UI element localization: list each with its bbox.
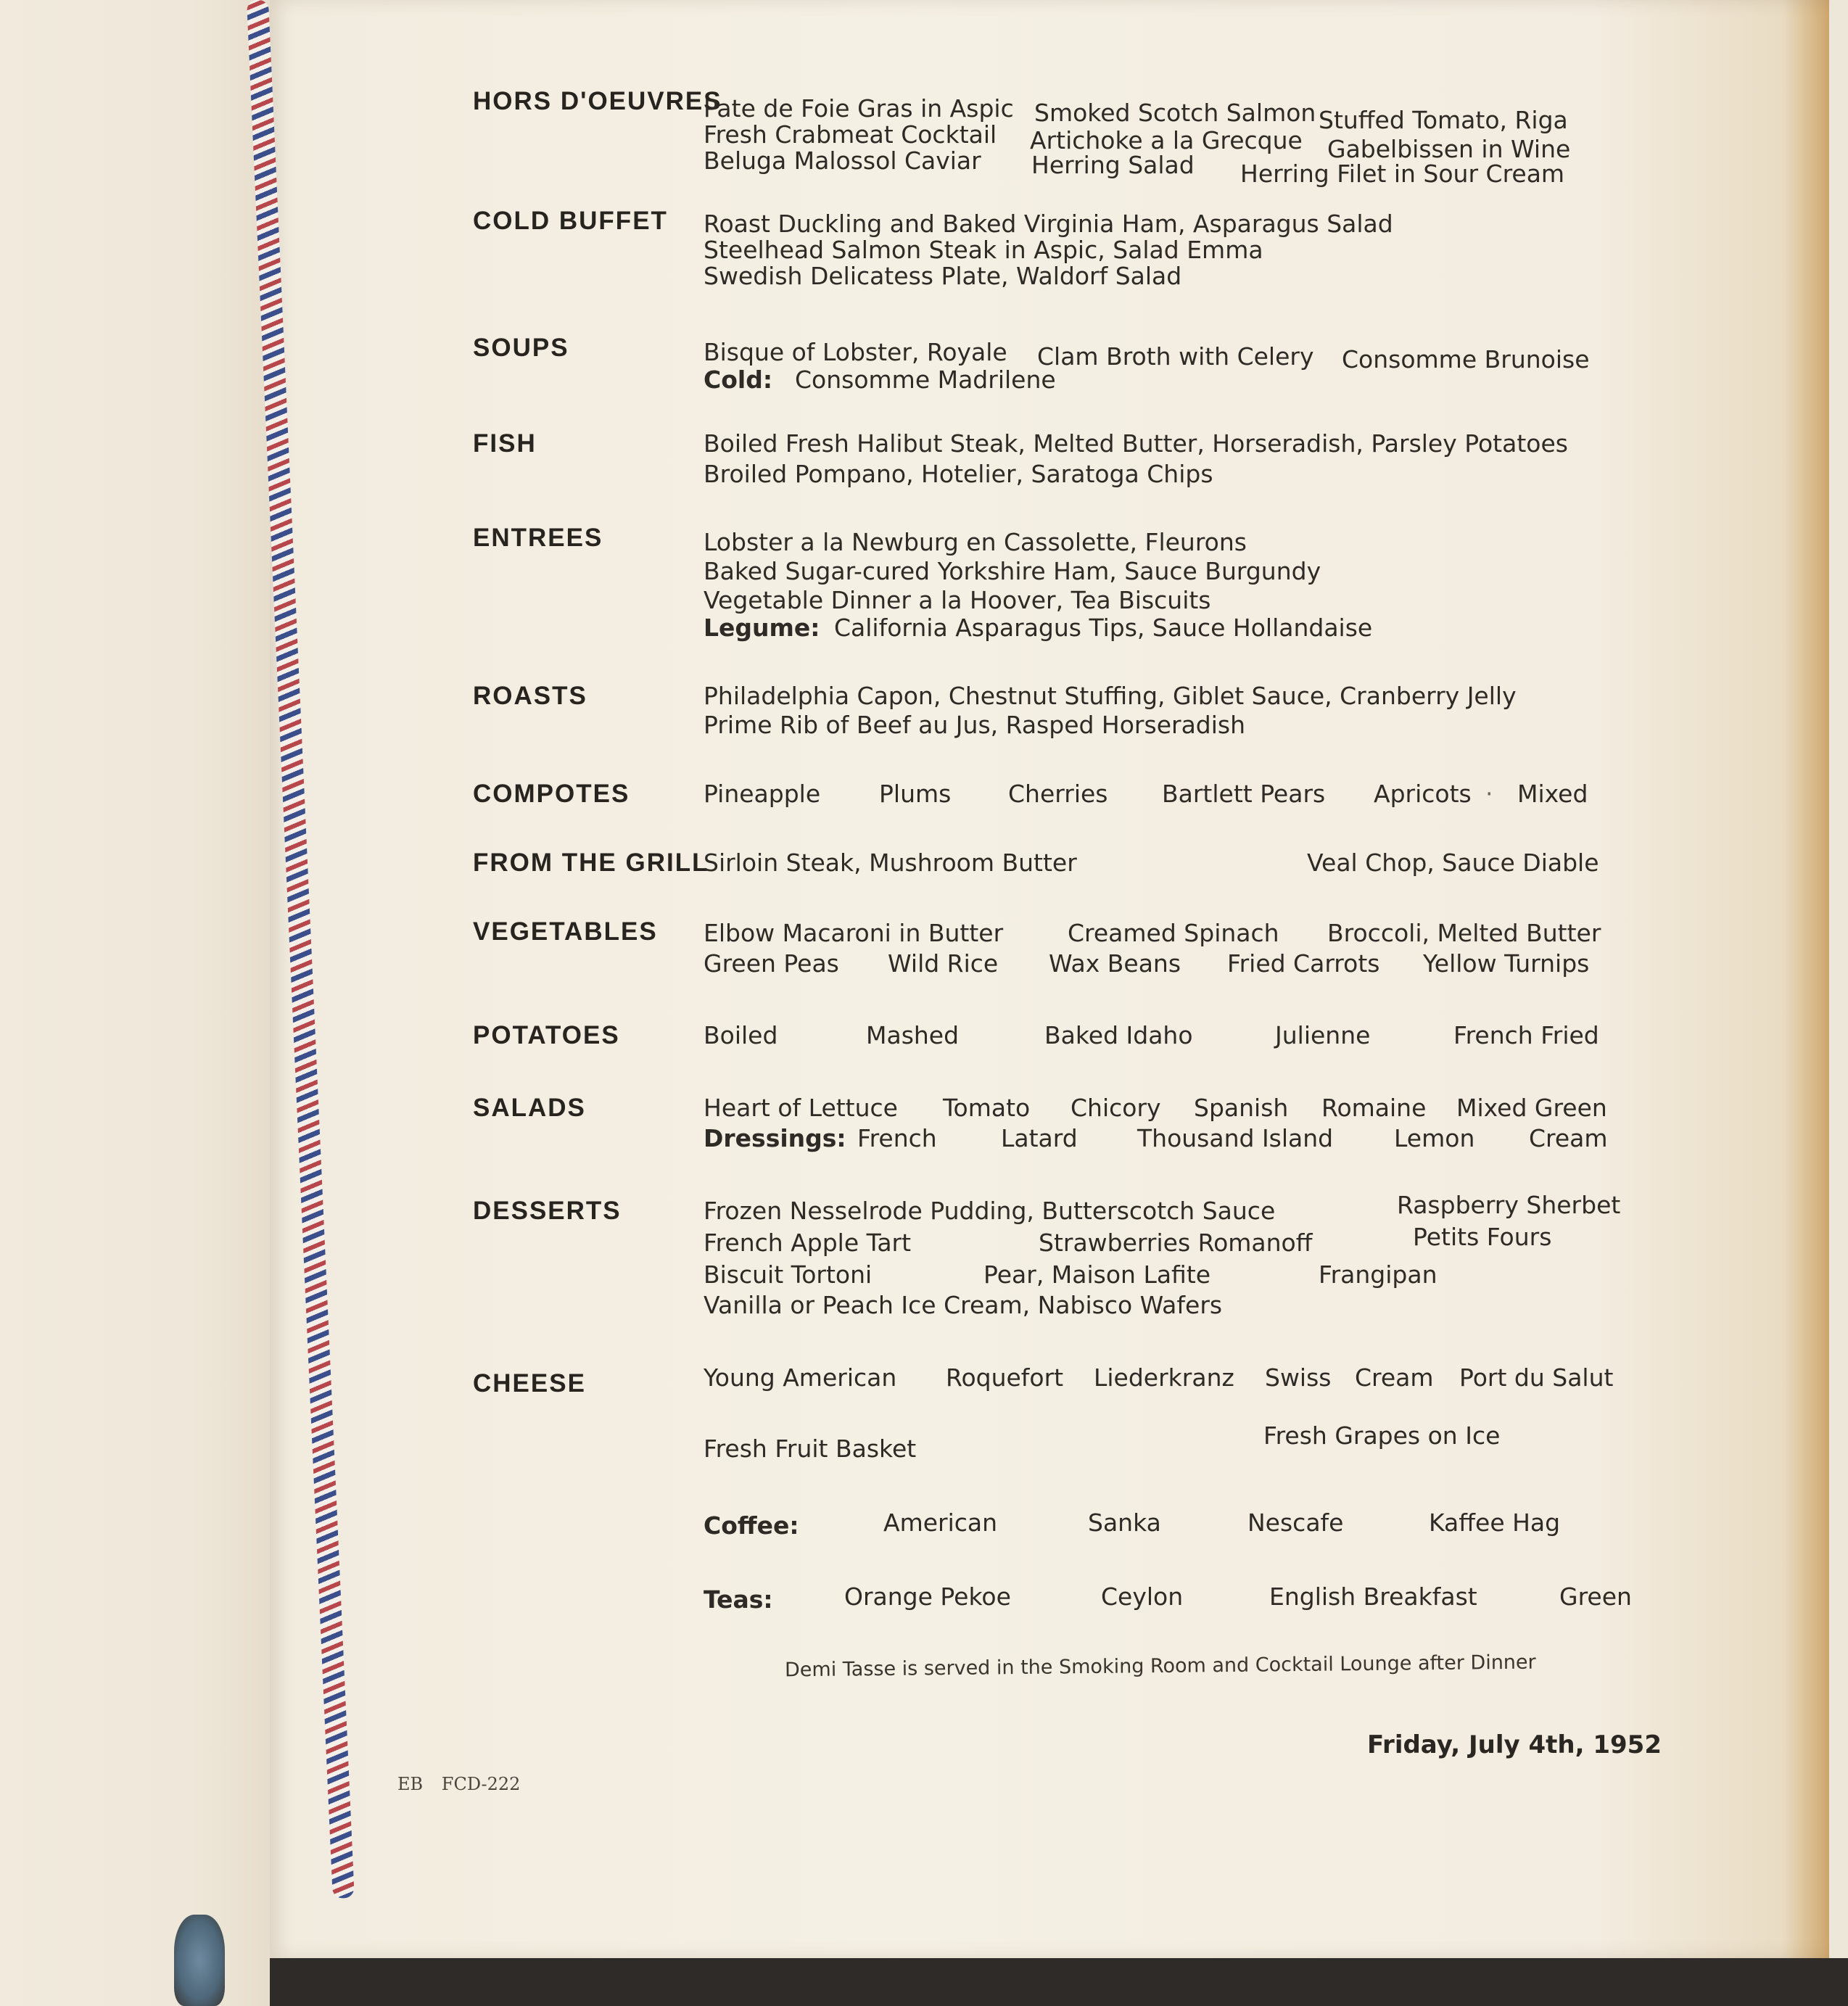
menu-item: Veal Chop, Sauce Diable <box>1307 849 1599 877</box>
menu-item: Petits Fours <box>1413 1223 1552 1251</box>
menu-item: Boiled <box>704 1021 778 1049</box>
menu-item: Biscuit Tortoni <box>704 1260 873 1289</box>
category-title: DESSERTS <box>473 1197 622 1225</box>
category-title: FROM THE GRILL <box>473 849 709 877</box>
menu-line <box>704 146 1632 188</box>
menu-item: Port du Salut <box>1459 1363 1614 1392</box>
menu-item: American <box>883 1508 998 1537</box>
print-code <box>397 1774 520 1794</box>
menu-item: Pate de Foie Gras in Aspic <box>704 94 1014 123</box>
coffee-label: Coffee: <box>704 1511 799 1540</box>
menu-item: Creamed Spinach <box>1068 919 1279 947</box>
menu-item: Tomato <box>943 1094 1031 1122</box>
menu-item: Pear, Maison Lafite <box>983 1260 1211 1289</box>
menu-line <box>704 614 1632 645</box>
menu-item: Sanka <box>1088 1508 1161 1537</box>
menu-line <box>704 1582 1632 1614</box>
menu-item: Stuffed Tomato, Riga <box>1319 106 1568 134</box>
menu-item: Broccoli, Melted Butter <box>1327 919 1601 947</box>
menu-item: Spanish <box>1194 1094 1289 1122</box>
category-title: CHEESE <box>473 1369 586 1398</box>
menu-line <box>704 1021 1632 1053</box>
menu-item: Young American <box>704 1363 897 1392</box>
menu-item: Thousand Island <box>1137 1124 1334 1152</box>
category-title: ENTREES <box>473 524 603 552</box>
menu-item: Kaffee Hag <box>1429 1508 1561 1537</box>
menu-item: Wild Rice <box>888 949 999 978</box>
menu-item: Plums <box>879 780 952 808</box>
menu-line: Lobster a la Newburg en Cassolette, Fleurons <box>704 528 1247 556</box>
menu-line: Broiled Pompano, Hotelier, Saratoga Chips <box>704 460 1213 488</box>
dressings-label: Dressings: <box>704 1124 846 1152</box>
category-title: SALADS <box>473 1094 586 1122</box>
menu-item: Heart of Lettuce <box>704 1094 898 1122</box>
menu-line: Vegetable Dinner a la Hoover, Tea Biscuits <box>704 586 1211 614</box>
menu-item: Ceylon <box>1101 1582 1184 1611</box>
menu-line: Roast Duckling and Baked Virginia Ham, Asparagus Salad <box>704 210 1393 238</box>
menu-item: Swiss <box>1265 1363 1332 1392</box>
menu-item: Julienne <box>1275 1021 1371 1049</box>
legume-label: Legume: <box>704 614 820 642</box>
menu-item: Herring Salad <box>1031 151 1195 179</box>
menu-item: Fresh Fruit Basket <box>704 1435 917 1463</box>
category-title: VEGETABLES <box>473 917 658 946</box>
menu-line <box>704 1363 1632 1395</box>
menu-item: Bartlett Pears <box>1162 780 1326 808</box>
menu-item: Clam Broth with Celery <box>1037 342 1314 371</box>
menu-item: Frangipan <box>1319 1260 1437 1289</box>
menu-item: Romaine <box>1321 1094 1427 1122</box>
menu-line <box>704 849 1632 880</box>
menu-line: Baked Sugar-cured Yorkshire Ham, Sauce Burgundy <box>704 557 1321 585</box>
menu-item: Raspberry Sherbet <box>1397 1191 1621 1219</box>
category-title: POTATOES <box>473 1021 620 1049</box>
menu-line <box>704 1508 1632 1540</box>
menu-item: Mixed Green <box>1456 1094 1607 1122</box>
category-title: COMPOTES <box>473 780 630 808</box>
menu-item: Smoked Scotch Salmon <box>1034 99 1316 127</box>
menu-item: Apricots <box>1374 780 1472 808</box>
menu-item: Nescafe <box>1247 1508 1344 1537</box>
menu-item: Green <box>1559 1582 1632 1611</box>
category-title: HORS D'OEUVRES <box>473 87 722 115</box>
menu-line <box>704 919 1632 951</box>
menu-line <box>704 366 1632 397</box>
menu-item: Cherries <box>1008 780 1108 808</box>
menu-item: Fresh Crabmeat Cocktail <box>704 120 997 149</box>
menu-date: Friday, July 4th, 1952 <box>1367 1730 1662 1759</box>
menu-line <box>704 1124 1632 1156</box>
menu-item: Orange Pekoe <box>844 1582 1011 1611</box>
soup-cold-label: Cold: <box>704 366 773 394</box>
menu-line <box>704 1094 1632 1126</box>
menu-item: Lemon <box>1394 1124 1475 1152</box>
menu-item: French Apple Tart <box>704 1229 912 1257</box>
menu-line: Philadelphia Capon, Chestnut Stuffing, Giblet Sauce, Cranberry Jelly <box>704 682 1517 710</box>
menu-item: Green Peas <box>704 949 839 978</box>
menu-item: Artichoke a la Grecque <box>1030 126 1303 154</box>
menu-line <box>704 1260 1632 1292</box>
menu-line: Vanilla or Peach Ice Cream, Nabisco Wafers <box>704 1291 1223 1319</box>
menu-line <box>704 1223 1632 1260</box>
menu-item: Gabelbissen in Wine <box>1327 135 1571 163</box>
category-title: SOUPS <box>473 334 569 362</box>
menu-item: Pineapple <box>704 780 821 808</box>
menu-item: Frozen Nesselrode Pudding, Butterscotch Sauce <box>704 1197 1276 1225</box>
menu-item: Fresh Grapes on Ice <box>1263 1421 1501 1450</box>
menu-item: California Asparagus Tips, Sauce Hollandaise <box>834 614 1373 642</box>
separator-dot: · <box>1485 780 1493 808</box>
menu-line: Prime Rib of Beef au Jus, Rasped Horseradish <box>704 711 1246 739</box>
menu-item: Consomme Madrilene <box>795 366 1056 394</box>
print-code-part: FCD-222 <box>441 1774 521 1794</box>
menu-item: Mixed <box>1517 780 1588 808</box>
menu-item: Yellow Turnips <box>1423 949 1590 978</box>
menu-line <box>704 1421 1632 1466</box>
menu-item: Mashed <box>866 1021 960 1049</box>
menu-line <box>704 780 1632 812</box>
menu-item: Latard <box>1001 1124 1078 1152</box>
menu-item: Liederkranz <box>1094 1363 1234 1392</box>
category-title: ROASTS <box>473 682 587 710</box>
menu-item: Cream <box>1529 1124 1608 1152</box>
menu-item: Wax Beans <box>1049 949 1181 978</box>
menu-item: French <box>857 1124 937 1152</box>
menu-item: Sirloin Steak, Mushroom Butter <box>704 849 1077 877</box>
menu-item: Elbow Macaroni in Butter <box>704 919 1004 947</box>
menu-line <box>704 949 1632 981</box>
menu-item: Roquefort <box>946 1363 1064 1392</box>
menu-item: Bisque of Lobster, Royale <box>704 338 1007 366</box>
demi-tasse-note: Demi Tasse is served in the Smoking Room and Cocktail Lounge after Dinner <box>784 1651 1536 1682</box>
menu-line: Steelhead Salmon Steak in Aspic, Salad Emma <box>704 236 1263 264</box>
print-code-part: EB <box>397 1774 424 1794</box>
teas-label: Teas: <box>704 1585 773 1614</box>
menu-line: Swedish Delicatess Plate, Waldorf Salad <box>704 262 1182 290</box>
category-title: FISH <box>473 429 537 458</box>
menu-item: Chicory <box>1071 1094 1161 1122</box>
menu-item: Baked Idaho <box>1044 1021 1193 1049</box>
menu-item: English Breakfast <box>1269 1582 1477 1611</box>
category-title: COLD BUFFET <box>473 207 668 235</box>
menu-item: French Fried <box>1453 1021 1599 1049</box>
menu-item: Cream <box>1355 1363 1434 1392</box>
menu-line: Boiled Fresh Halibut Steak, Melted Butter, Horseradish, Parsley Potatoes <box>704 429 1568 458</box>
menu-item: Beluga Malossol Caviar <box>704 146 981 175</box>
menu-item: Strawberries Romanoff <box>1039 1229 1313 1257</box>
menu-item: Consomme Brunoise <box>1342 345 1590 373</box>
menu-item: Fried Carrots <box>1227 949 1380 978</box>
menu-item: Herring Filet in Sour Cream <box>1240 160 1565 188</box>
